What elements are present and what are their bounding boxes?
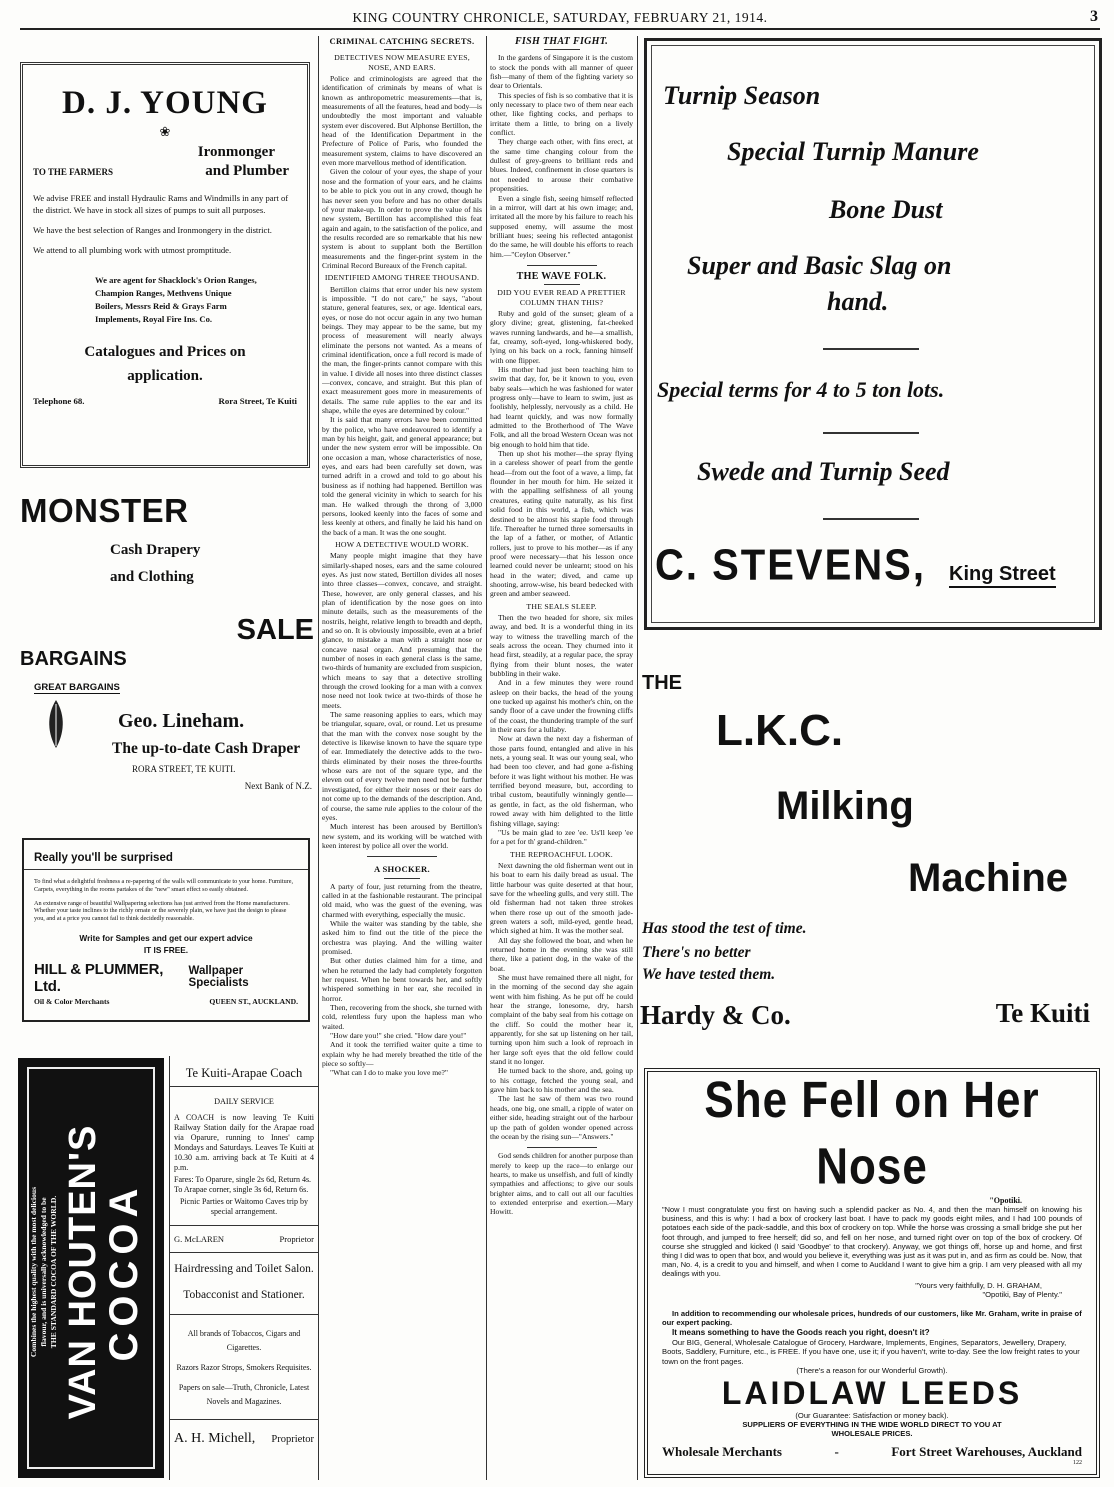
article-headline: A SHOCKER. — [373, 864, 430, 875]
stevens-line: hand. — [827, 287, 889, 316]
coach-fares: Fares: To Oparure, single 2s 6d, Return 4s. — [174, 1175, 312, 1184]
stevens-advertisement — [644, 38, 1102, 630]
article-paragraph: He turned back to the shore, and, going up to his cottage, fetched the young seal, and gave him back to his mother and the sea. — [490, 1066, 633, 1095]
column-rule — [318, 36, 319, 1480]
lkc-machine: Machine — [908, 856, 1069, 900]
article-paragraph: This species of fish is so combative that it is only necessary to place two of them near each other, like fighting cocks, and perhaps to irritate them a little, to bring on a lively conflict. — [490, 90, 633, 138]
hill-street: QUEEN ST., AUCKLAND. — [209, 996, 298, 1006]
laidlaw-paragraph: In addition to recommending our wholesale prices, hundreds of our customers, like Mr. Graham, write in praise of our expert packing. — [662, 1308, 1082, 1328]
lkc-tagline: We have tested them. — [642, 966, 776, 983]
young-address: Rora Street, Te Kuiti — [218, 396, 297, 406]
hill-plummer-advertisement — [22, 838, 310, 1022]
column-rule — [637, 36, 638, 1480]
monster-next-bank: Next Bank of N.Z. — [244, 781, 312, 791]
article-headline: CRIMINAL CATCHING SECRETS. — [329, 36, 475, 46]
laidlaw-suppliers: SUPPLIERS OF EVERYTHING IN THE WIDE WORLD DIRECT TO YOU AT WHOLESALE PRICES. — [742, 1420, 1002, 1439]
young-agents: We are agent for Shacklock's Orion Ranges, Champion Ranges, Methvens Unique Boilers, Messrs Reid & Grays Farm Implements, Royal Fire Ins. Co. — [95, 275, 257, 324]
laidlaw-paragraph: It means something to have the Goods reach you right, doesn't it? — [672, 1327, 930, 1337]
monster-street: RORA STREET, TE KUITI. — [132, 764, 236, 774]
coach-michell: A. H. Michell, — [174, 1431, 256, 1446]
article-subhead: DID YOU EVER READ A PRETTIER COLUMN THAN THIS? — [497, 288, 626, 307]
laidlaw-reason: (There's a reason for our Wonderful Growth). — [796, 1366, 948, 1376]
stevens-line: Turnip Season — [663, 81, 821, 110]
hill-free: IT IS FREE. — [143, 944, 189, 955]
stevens-line: Super and Basic Slag on — [687, 251, 952, 280]
coach-brands: All brands of Tobaccos, Cigars and Cigarettes. — [187, 1329, 301, 1352]
monster-line: and Clothing — [110, 569, 194, 585]
article-paragraph: "What can I do to make you love me?" — [330, 1068, 448, 1078]
divider — [823, 348, 919, 350]
article-subhead: IDENTIFIED AMONG THREE THOUSAND. — [324, 273, 480, 283]
coach-proprietor: Proprietor — [279, 1234, 314, 1244]
stevens-line: Special Turnip Manure — [727, 137, 979, 166]
stevens-line: Special terms for 4 to 5 ton lots. — [657, 377, 945, 402]
hill-write: Write for Samples and get our expert advice — [79, 932, 253, 943]
article-paragraph: Even a single fish, seeing himself reflected in a mirror, will dart at his own image; and, irritated all the more by his failure to reach his supposed enemy, will assume the most brilliant hues; seeing his reflected antagonist do the same, he will double his efforts to reach him.—"Ceylon Observer." — [490, 193, 633, 259]
young-body — [33, 192, 297, 256]
monster-sale: SALE — [236, 614, 314, 646]
coach-picnic: Picnic Parties or Waitomo Caves trip by special arrangement. — [179, 1197, 309, 1216]
laidlaw-paragraph: Our BIG, General, Wholesale Catalogue of Grocery, Hardware, Implements, Engines, Separators, Jewellery, Drapery, Boots, Saddlery, Furniture, etc., is FREE. If you have one, use it; if you haven't, write to-day. See the low freight rates to your town on the front pages. — [662, 1337, 1080, 1366]
monster-advertisement — [20, 478, 316, 818]
hill-paragraph: An extensive range of beautiful Wallpapering selections has just arrived from the Home manufacturers. Whether your taste inclines to the richly ornate or the severely plain, we have just the design to please you, and at a price you cannot fail to think decidedly reasonable. — [34, 899, 290, 923]
stevens-street: King Street — [949, 563, 1056, 588]
article-paragraph: "Us be main glad to zee 'ee. Us'll keep 'ee for a pet for th' grand-children." — [490, 827, 633, 847]
cocoa-advertisement — [18, 1058, 164, 1478]
flower-icon: ❀ — [159, 124, 171, 139]
column-rule — [169, 1056, 170, 1480]
laidlaw-warehouses: Fort Street Warehouses, Auckland — [891, 1444, 1082, 1460]
masthead-bar — [20, 8, 1100, 30]
cocoa-slogan: THE STANDARD COCOA OF THE WORLD. — [49, 1195, 58, 1349]
young-advertisement — [20, 62, 310, 468]
article-headline: FISH THAT FIGHT. — [514, 36, 609, 47]
cocoa-brand: VAN HOUTEN'S — [62, 1124, 104, 1420]
cocoa-slogan: Combines the highest quality with the most delicious — [29, 1186, 38, 1358]
laidlaw-letter: "Now I must congratulate you first on having such a splendid packer as No. 4, and then the man himself on knowing his business, and this is why: I had a box of crockery last boat. I have to pack my goods eight miles, and I had 100 pounds of potatoes each side of the pack-saddle, and this box of crockery on top. While the horse was crossing a small bridge she put her foot through, and jumped to free herself; did so, and fell on her nose, and turned right over on top of the box of crockery. Of course she struggled and kicked (I said 'Goodbye' to that crockery). Anyway, we got things off, horse up and home, and first thing I did was to open that box, and would you believe it, everything was just as it was put in, and as firm as could be. Now, that man, No. 4, is a credit to you and himself, and when I come to Auckland I want to give him a grip. I am very pleased with all my dealings with you. — [662, 1205, 1082, 1279]
coach-tobacco: Tobacconist and Stationer. — [183, 1289, 305, 1301]
monster-title: MONSTER — [20, 492, 189, 529]
young-name: D. J. YOUNG — [62, 85, 268, 121]
article-subhead: THE SEALS SLEEP. — [526, 601, 597, 611]
laidlaw-headline: She Fell on Her Nose — [704, 1071, 1040, 1195]
coach-michell-proprietor: Proprietor — [271, 1434, 314, 1445]
article-subhead: THE REPROACHFUL LOOK. — [510, 849, 613, 859]
young-catalogue: Catalogues and Prices on application. — [84, 344, 246, 384]
article-paragraph: They charge each other, with fins erect, at the same time changing colour from the dullest of grey-greens to brilliant reds and blues. Indeed, confinement in close quarters is not needed to arouse their combative propensities. — [490, 137, 633, 194]
article-subhead: DETECTIVES NOW MEASURE EYES, NOSE, AND EARS. — [334, 53, 470, 72]
hill-headline: Really you'll be surprised — [34, 852, 173, 864]
laidlaw-wholesale: Wholesale Merchants — [662, 1444, 782, 1460]
lkc-tagline: Has stood the test of time. — [642, 920, 807, 937]
article-paragraph: And it took the terrified waiter quite a time to explain why he had merely breathed the title of the piece so softly— — [322, 1040, 482, 1069]
article-paragraph: Next dawning the old fisherman went out in his boat to earn his daily bread as usual. The little harbour was quite deserted at that hour, save for the wheeling gulls, and very still. The old fisherman had not taken three strokes when there rose up out of the smooth jade-green waters a soft, mild-eyed, gentle head, which sighed at him. It was the mother seal. — [490, 860, 633, 936]
article-paragraph: Then, recovering from the shock, she turned with cold, relentless fury upon the hapless man who waited. — [322, 1003, 482, 1031]
article-paragraph: While the waiter was standing by the table, she asked him to find out the title of the piece the orchestra was playing. And the willing waiter promised. — [322, 918, 482, 956]
monster-great-bargains: GREAT BARGAINS — [34, 682, 120, 693]
article-paragraph: The same reasoning applies to ears, which may be triangular, square, oval, or round. Let us presume that the man with the convex nose sought by the detective is likewise known to have the square type of ear. Immediately the detective adds to the two-thirds eliminated by their noses the three-fourths whose ears are not of the square type, and the eleven out of every twelve men need not be further investigated, for either their noses or their ears do not come up to the demands of the description. And, of course, the same rule applies to the colour of the eyes. — [322, 710, 482, 822]
cocoa-product: COCOA — [102, 1182, 146, 1362]
young-telephone: Telephone 68. — [33, 396, 85, 406]
lkc-tagline: There's no better — [642, 944, 751, 961]
monster-merchant-name: Geo. Lineham. — [118, 710, 245, 732]
monster-line: Cash Drapery — [110, 542, 201, 558]
article-paragraph: She must have remained there all night, for in the morning of the second day she again went with him fishing. As he put off he could hear the strange, lonesome, dry, harsh complaint of the baby seal from his cottage on the cliff. So could the mother hear it, apparently, for she sat up listening on her tail, turning upon him such a look of reproach in her large soft eyes that the old fellow could stand it no longer. — [490, 973, 633, 1067]
laidlaw-number: 122 — [1073, 1460, 1082, 1467]
article-headline: THE WAVE FOLK. — [516, 270, 607, 282]
article-paragraph: "How dare you!" she cried. "How dare you!" — [330, 1031, 467, 1041]
divider — [170, 1314, 318, 1315]
hill-name: HILL & PLUMMER, Ltd. — [34, 960, 164, 995]
coach-papers: Papers on sale—Truth, Chronicle, Latest Novels and Magazines. — [178, 1383, 310, 1406]
divider — [170, 1225, 318, 1226]
fish-wave-article — [490, 34, 633, 1480]
newspaper-title: KING COUNTRY CHRONICLE, SATURDAY, FEBRUARY 21, 1914. — [352, 10, 768, 25]
column-rule — [486, 36, 487, 1480]
divider — [823, 518, 919, 520]
hill-merchants: Oil & Color Merchants — [34, 996, 110, 1006]
cocoa-slogan: flavour, and is universally acknowledged to be — [39, 1197, 48, 1347]
lkc-hardy: Hardy & Co. — [640, 1000, 791, 1030]
coach-hairdressing: Hairdressing and Toilet Salon. — [174, 1263, 314, 1275]
page-number: 3 — [1090, 8, 1098, 25]
article-paragraph: It is said that many errors have been committed by the police, who have endeavoured to identify a man by his height, gait, and general appearance; but under the new system error will be impossible. On one occasion a man, whose characteristics of nose, eyes, and ears had been carefully set down, was turned adrift in a crowd and told to go about his business as if nothing had happened. Bertillon was told the general vicinity in which to search for his man. He walked through the throng of 3,000 persons, looked keenly into the faces of some and less keenly at others, and finally he laid his hand on the back of a man. It was the one sought. — [322, 415, 482, 537]
divider — [170, 1419, 318, 1420]
hill-paragraph: To find what a delightful freshness a re-papering of the walls will communicate to your home. Furniture, Carpets, everything in the rooms partakes of the "new" smart effect so easily obtained. — [34, 878, 294, 893]
article-paragraph: Then up shot his mother—the spray flying in a careless shower of pearl from the gentle head—from out the foot of a wave, a limp, fat flounder in her mouth for him. He seized it with the appalling selfishness of all young creatures, eating quite naturally, as his first solid food in this world, a fish, which was destined to be almost his staple food through life. Thereafter he turned three somersaults in the lap of a father, or mother, of Atlantic rollers, just to prove to his mother—as if any proof were necessary—that his lesson once learned could never be unlearnt; stood on his head in the water; dived, and came up shooting, arrow-wise, his beard bedecked with green and amber seaweed. — [490, 449, 633, 599]
article-paragraph: Much interest has been aroused by Bertillon's new system, and its working will be watched with keen interest by police all over the world. — [322, 822, 482, 850]
young-trade-ironmonger: Ironmonger — [197, 144, 275, 160]
coach-body: A COACH is now leaving Te Kuiti Railway Station daily for the Arapae road via Oparure, running to Innes' camp Mondays and Saturdays. Leaves Te Kuiti at 10.30 a.m. arriving back at Te Kuiti at 4 p.m. — [174, 1113, 314, 1172]
laidlaw-dash: - — [834, 1444, 839, 1460]
coach-owner: G. McLAREN — [174, 1234, 225, 1244]
article-paragraph: Police and criminologists are agreed that the identification of criminals by means of what is known as anthropometric measurements—that is, measurements of all the features, head and body—is undoubtedly the most important and valuable system ever discovered. But Alphonse Bertillon, the head of the Identification Department in the Prefecture of Police of Paris, who founded the measurement system, claims to have discovered an even more marvellous method of identification. — [322, 74, 482, 168]
article-paragraph: Now at dawn the next day a fisherman of those parts found, entangled and alive in his nets, a young seal. It was our young seal, who had been too clever, and had gone a-fishing before it was light without his mother. He was terrified beyond measure, but, according to tribal custom, beautifully winningly gentle—as gentle, in fact, as the old fisherman, who rowed away with him delighted to the little fishing village, saying: — [490, 734, 633, 828]
criminal-article — [322, 34, 482, 1480]
young-trade-plumber: and Plumber — [205, 163, 289, 179]
young-paragraph: We advise FREE and install Hydraulic Rams and Windmills in any part of the district. We have in stock all sizes of pumps to suit all purposes. — [33, 193, 289, 215]
young-to-farmers: TO THE FARMERS — [33, 167, 114, 177]
article-paragraph: And in a few minutes they were round asleep on their backs, the head of the young one tucked up against his mother's chin, on the sandy floor of a cave under the frowning cliffs of the coast, the thundering trample of the surf in their ears for a lullaby. — [490, 678, 633, 735]
young-paragraph: We have the best selection of Ranges and Ironmongery in the district. — [33, 225, 272, 235]
article-subhead: HOW A DETECTIVE WOULD WORK. — [335, 539, 469, 549]
monster-tagline: The up-to-date Cash Draper — [112, 740, 301, 757]
divider — [823, 432, 919, 434]
article-paragraph: God sends children for another purpose than merely to keep up the race—to enlarge our hearts, to make us unselfish, and full of kindly sympathies and affections; to give our souls brighter aims, and to call out all our faculties to extended enterprise and exertion.—Mary Howitt. — [490, 1151, 633, 1217]
laidlaw-signature: "Opotiki, Bay of Plenty." — [982, 1289, 1062, 1299]
article-paragraph: Bertillon claims that error under his new system is impossible. "I do not care," he says, "about stature, general features, sex, or age. Identical ears, eyes, or nose do not occur again in any two human beings. They may appear to be the same, but my process of measurement will nearly always eliminate the persons not wanted. As a means of criminal identification, once a full record is made of the man, the finger-prints cannot compare with this in value. I divide all noses into three distinct classes—convex, concave, and straight. But this plan of exact measurement goes more in measurements of details. The same rule applies to the ear and its shape, while the eyes are determined by colour." — [322, 284, 482, 416]
monster-bargains: BARGAINS — [20, 648, 127, 670]
quill-icon — [42, 698, 70, 750]
divider — [170, 1252, 318, 1253]
laidlaw-place: "Opotiki. — [989, 1196, 1022, 1205]
laidlaw-name: LAIDLAW LEEDS — [721, 1375, 1023, 1412]
article-paragraph: Many people might imagine that they have similarly-shaped noses, ears and the same coloured eyes. As just now stated, Bertillon divides all noses into three classes—convex, concave, and straight. These, however, are only general classes, and his plan of identification by the nose goes on into minute details, such as the measurements of the nostrils, height, relative length to breadth and depth, and so on. It is obviously impossible, even at a brief glance, to mistake a man with a straight nose or concave nasal organ. And presuming that the number of noses in each general class is the same, two-thirds of humanity are excluded from suspicion, which means to say that a detective strolling through the crowd looking for a man with a convex nose need not look twice at two-thirds of those he meets. — [322, 551, 482, 710]
coach-title: Te Kuiti-Arapae Coach — [185, 1066, 303, 1080]
divider — [170, 1086, 318, 1087]
article-paragraph: All day she followed the boat, and when he returned home in the evening she was still there, like a patient dog, in the wake of the boat. — [490, 935, 633, 973]
article-paragraph: But other duties claimed him for a time, and when he returned the lady had completely forgotten her request. When he bent towards her, and softly whispered something in her ear, she recoiled in horror. — [322, 956, 482, 1003]
coach-fares: To Arapae corner, single 3s 6d, Return 6s. — [174, 1185, 309, 1194]
stevens-line: Swede and Turnip Seed — [697, 457, 950, 486]
lkc-the: THE — [642, 672, 682, 694]
lkc-milking: Milking — [776, 784, 914, 828]
article-paragraph: Given the colour of your eyes, the shape of your nose and the formation of your ears, and he claims to be able to pick you out in any crowd, though he has never seen you before and has no other details of your make-up. In order to prove the value of his new system, Bertillon has accomplished this feat again and again, to the satisfaction of the police, and the results recorded are so remarkable that his new system is about to supplant both the Bertillon measurements and the finger-print system in the Criminal Record Bureaux of the French capital. — [322, 167, 482, 270]
lkc-town: Te Kuiti — [995, 998, 1090, 1028]
stevens-line: Bone Dust — [829, 195, 943, 224]
article-paragraph: His mother had just been teaching him to swim that day, for, be it known to you, even baby seals—which he was fashioned for water progress only—have to learn to swim, just as foolishly, helplessly, nervously as a child. He had learnt quickly, and was now formally admitted to the Brotherhood of The Wave Folk, and all the broad Western Ocean was not big enough to hold him that tide. — [490, 365, 633, 449]
laidlaw-advertisement — [644, 1068, 1100, 1478]
article-paragraph: A party of four, just returning from the theatre, called in at the fashionable restaurant. The principal old maid, who was the guest of the evening, was charmed with everything, especially the music. — [322, 881, 482, 919]
hill-specialists: Wallpaper Specialists — [188, 964, 249, 989]
article-paragraph: Then the two headed for shore, six miles away, and bed. It is a wonderful thing in its way to witness the travelling march of the seals across the ocean. They churned into it head first, steadily, at a regular pace, the spray flying from their blunt noses, the water bubbling in their wake. — [490, 612, 633, 678]
article-paragraph: Ruby and gold of the sunset; gleam of a glory divine; great, glistening, fat-cheeked waves running landwards, and he—a smallish, fat, creamy, soft-eyed, long-whiskered body, lying on his back on a rock, fanning himself with one flipper. — [490, 308, 633, 365]
coach-advertisement — [174, 1060, 314, 1478]
lkc-name: L.K.C. — [716, 706, 844, 755]
lkc-advertisement — [640, 660, 1102, 1060]
divider — [24, 869, 308, 870]
coach-razors: Razors Razor Strops, Smokers Requisites. — [176, 1363, 312, 1372]
coach-service: DAILY SERVICE — [214, 1097, 274, 1106]
stevens-name: C. STEVENS, — [655, 540, 926, 590]
laidlaw-signature: "Yours very faithfully, D. H. GRAHAM, — [915, 1280, 1042, 1290]
laidlaw-guarantee: (Our Guarantee: Satisfaction or money back). — [795, 1411, 949, 1421]
young-paragraph: We attend to all plumbing work with utmost promptitude. — [33, 245, 232, 255]
article-paragraph: The last he saw of them was two round heads, one big, one small, a ripple of water on either side, heading straight out of the harbour up the path of golden wonder opened across the ocean by the rising sun—"Answers." — [490, 1094, 633, 1141]
article-paragraph: In the gardens of Singapore it is the custom to stock the ponds with all manner of queer fish—many of them of the fighting variety so dear to Orientals. — [490, 53, 633, 91]
